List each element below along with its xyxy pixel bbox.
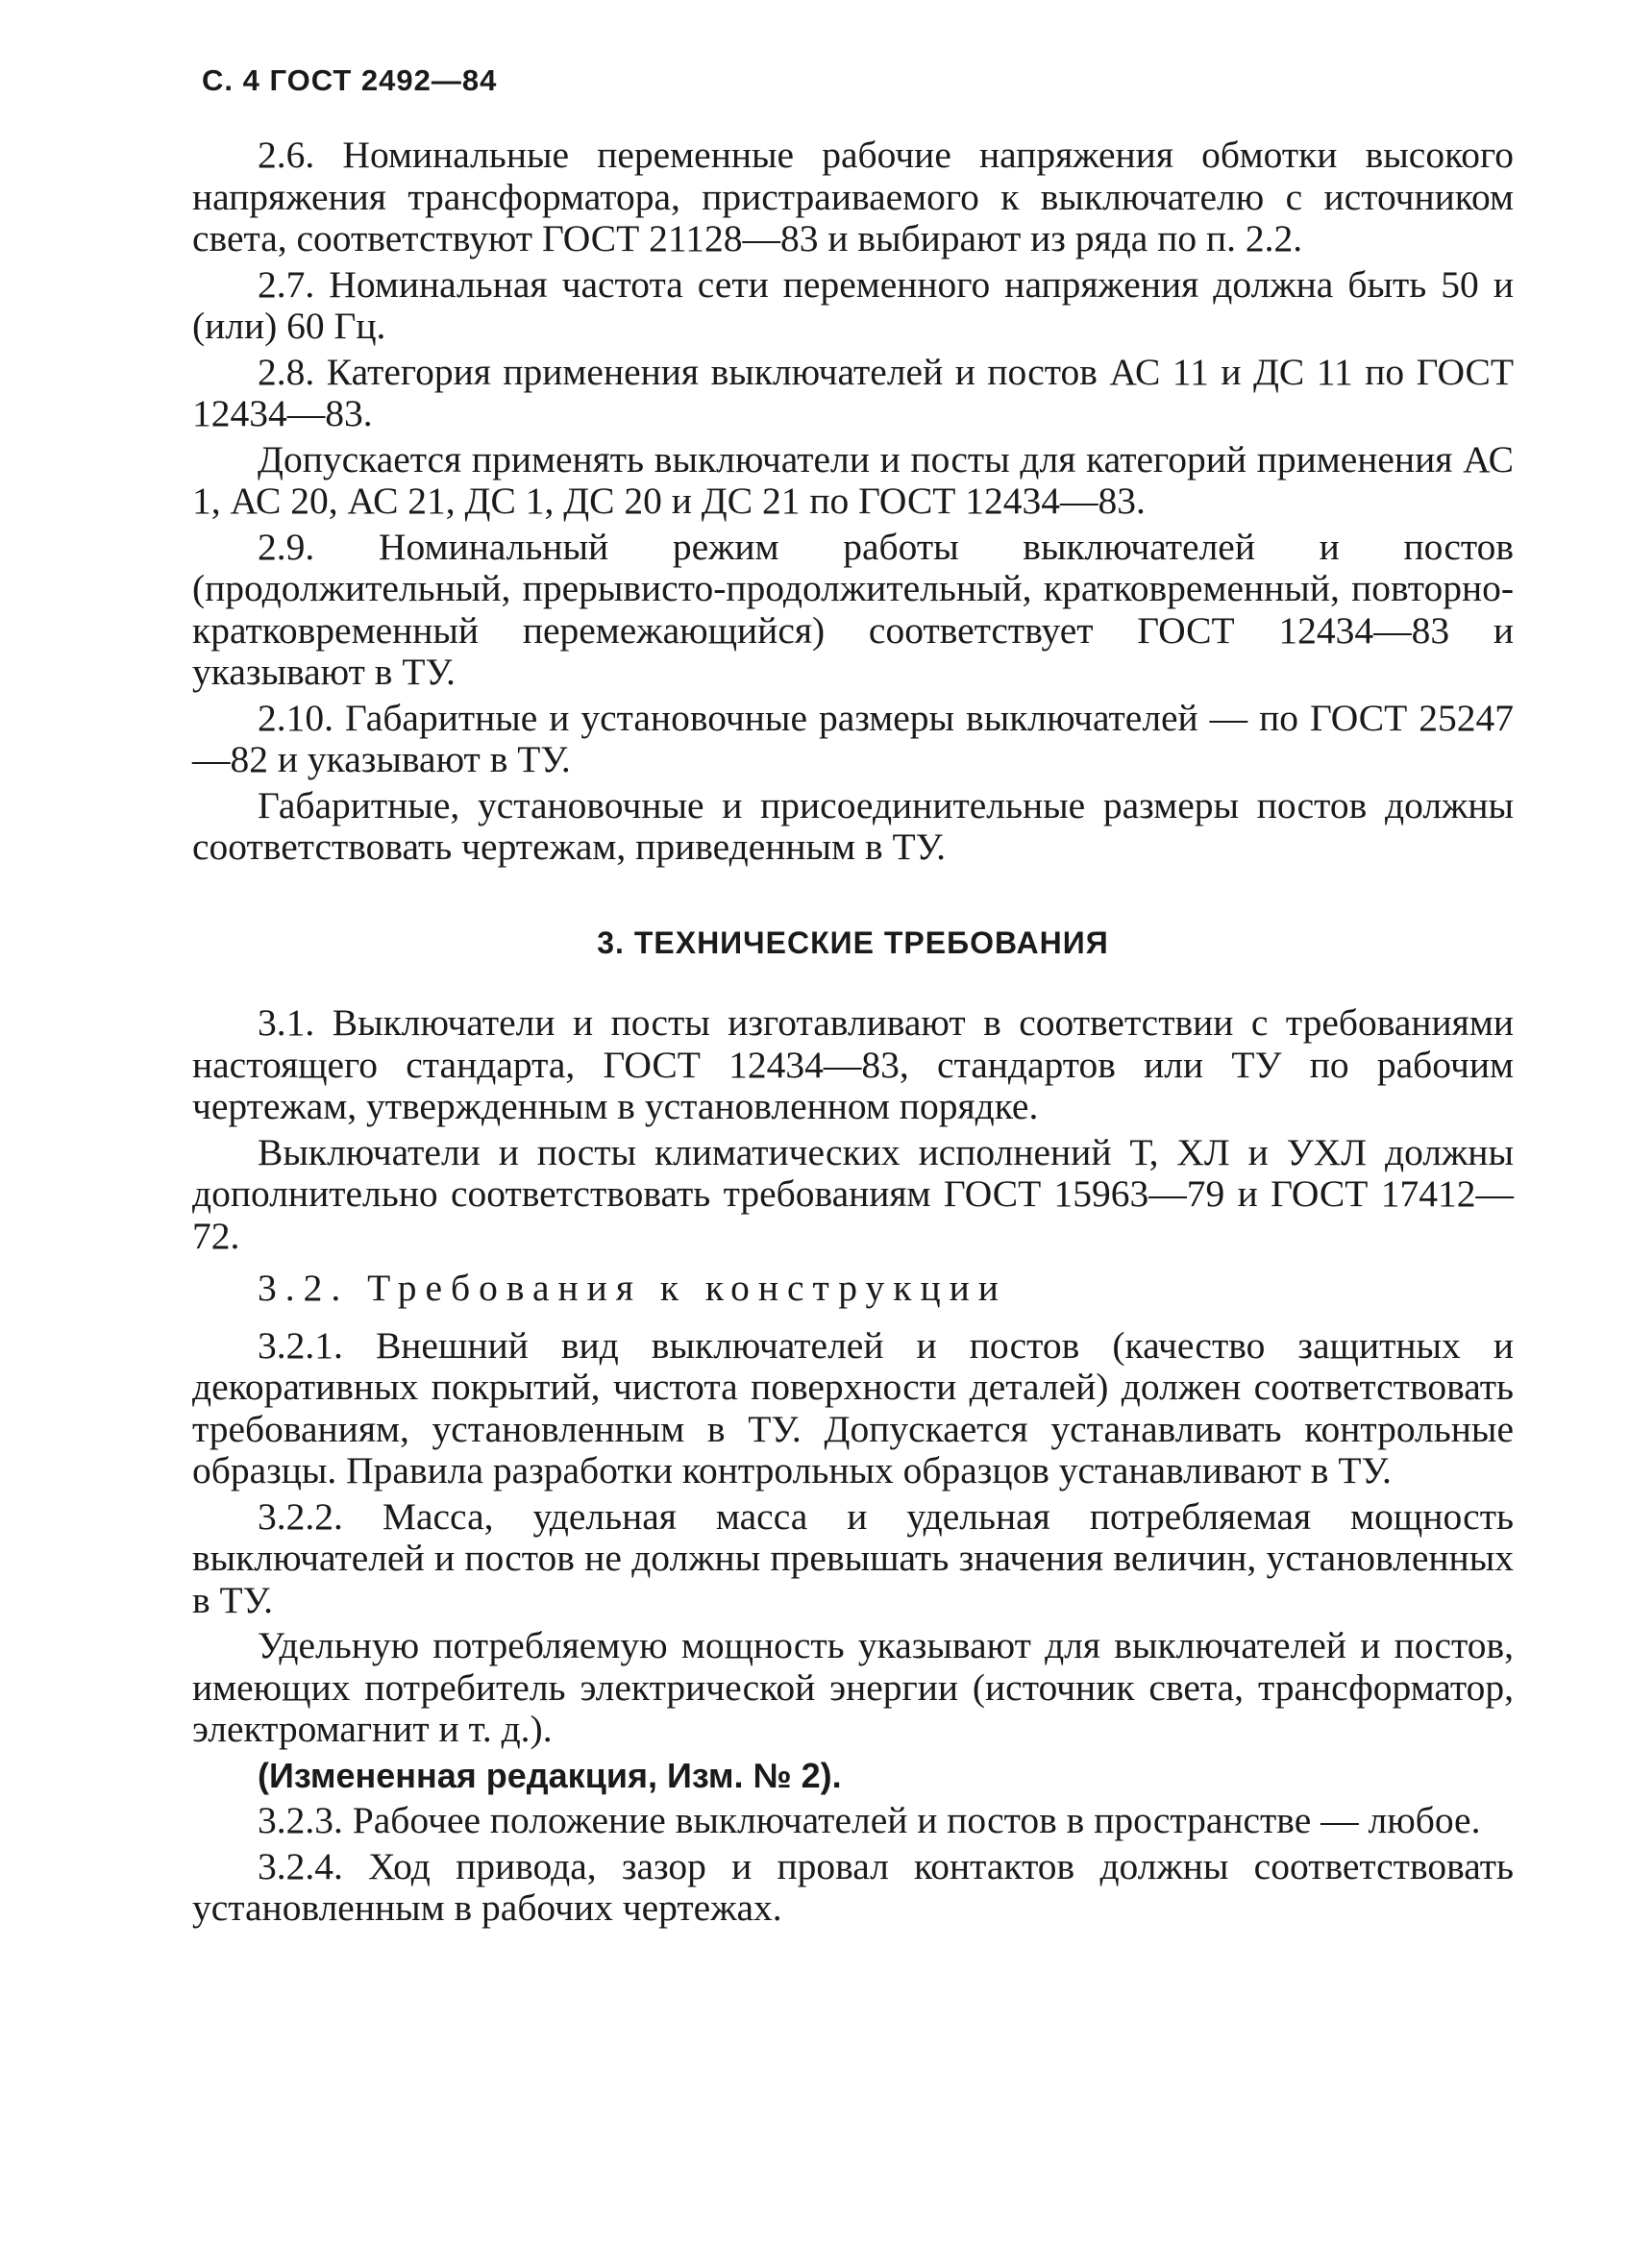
clause-2-10: 2.10. Габаритные и установочные размеры выключателей — по ГОСТ 25247—82 и указывают в ТУ.: [192, 696, 1514, 780]
clause-2-8-note: Допускается применять выключатели и посты для категорий применения АС 1, АС 20, АС 21, ДС 1, ДС 20 и ДС 21 по ГОСТ 12434—83.: [192, 437, 1514, 522]
body-text: [192, 135, 1514, 1930]
clause-3-1-note: Выключатели и посты климатических исполнений Т, ХЛ и УХЛ должны дополнительно соответствовать требованиям ГОСТ 15963—79 и ГОСТ 17412—72.: [192, 1130, 1514, 1257]
clause-3-1: 3.1. Выключатели и посты изготавливают в соответствии с требованиями настоящего стандарта, ГОСТ 12434—83, стандартов или ТУ по рабочим чертежам, утвержденным в установленном порядке.: [192, 1001, 1514, 1127]
amendment-note: (Измененная редакция, Изм. № 2).: [258, 1755, 842, 1795]
clause-2-7: 2.7. Номинальная частота сети переменного напряжения должна быть 50 и (или) 60 Гц.: [192, 262, 1514, 347]
clause-2-10-note: Габаритные, установочные и присоединительные размеры постов должны соответствовать чертежам, приведенным в ТУ.: [192, 783, 1514, 868]
clause-3-2-title: 3.2. Требования к конструкции: [258, 1267, 1007, 1309]
clause-3-2-4: 3.2.4. Ход привода, зазор и провал контактов должны соответствовать установленным в рабочих чертежах.: [192, 1844, 1514, 1929]
clause-3-2-2: 3.2.2. Масса, удельная масса и удельная потребляемая мощность выключателей и постов не должны превышать значения величин, установленных в ТУ.: [192, 1494, 1514, 1621]
section-3-heading: 3. ТЕХНИЧЕСКИЕ ТРЕБОВАНИЯ: [597, 924, 1109, 960]
clause-2-8: 2.8. Категория применения выключателей и постов АС 11 и ДС 11 по ГОСТ 12434—83.: [192, 350, 1514, 434]
clause-2-6: 2.6. Номинальные переменные рабочие напряжения обмотки высокого напряжения трансформатора, пристраиваемого к выключателю с источником света, соответствуют ГОСТ 21128—83 и выбирают из ряда по п. 2.2.: [192, 134, 1514, 259]
clause-3-2-3: 3.2.3. Рабочее положение выключателей и постов в пространстве — любое.: [258, 1799, 1481, 1841]
clause-2-9: 2.9. Номинальный режим работы выключателей и постов (продолжительный, прерывисто-продолжительный, кратковременный, повторно-кратковременный перемежающийся) соответствует ГОСТ 12434—83 и указывают в ТУ.: [192, 525, 1514, 693]
running-head: С. 4 ГОСТ 2492—84: [202, 63, 498, 97]
clause-3-2-1: 3.2.1. Внешний вид выключателей и постов (качество защитных и декоративных покрытий, чистота поверхности деталей) должен соответствовать требованиям, установленным в ТУ. Допускается устанавливать контрольные образцы. Правила разработки контрольных образцов устанавливают в ТУ.: [192, 1323, 1514, 1491]
clause-3-2-2-note: Удельную потребляемую мощность указывают для выключателей и постов, имеющих потребитель электрической энергии (источник света, трансформатор, электромагнит и т. д.).: [192, 1624, 1514, 1750]
